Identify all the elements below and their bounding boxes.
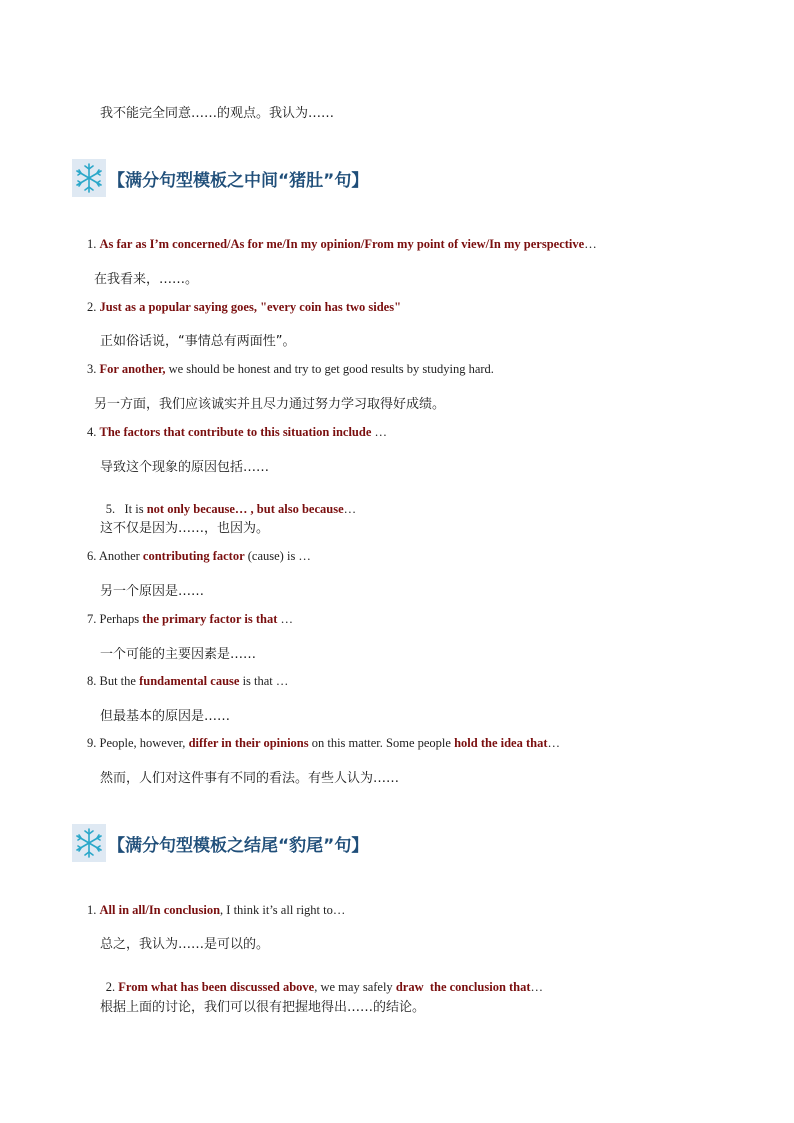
list-item-cn: 根据上面的讨论，我们可以很有把握地得出……的结论。	[100, 1000, 426, 1015]
list-item-cn: 总之，我认为……是可以的。	[100, 937, 270, 952]
item-text: …	[530, 980, 544, 994]
item-number: 1.	[87, 237, 97, 251]
list-item-cn: 另一方面，我们应该诚实并且尽力通过努力学习取得好成绩。	[94, 397, 446, 412]
list-item-cn: 导致这个现象的原因包括……	[100, 460, 270, 475]
list-item-en	[87, 300, 401, 315]
list-item-cn: 这不仅是因为……，也因为。	[100, 521, 270, 536]
list-item-cn: 一个可能的主要因素是……	[100, 647, 257, 662]
item-number: 8.	[87, 674, 97, 688]
list-item-en	[87, 549, 311, 564]
item-term: differ in their opinions	[188, 736, 309, 750]
item-text: It is	[115, 502, 147, 516]
item-number: 2.	[87, 300, 97, 314]
item-number: 5.	[105, 502, 116, 516]
list-item-en	[87, 425, 387, 440]
item-term: From what has been discussed above	[118, 980, 315, 994]
item-term: draw the conclusion that	[395, 980, 531, 994]
list-item-en	[87, 736, 560, 751]
section2-heading	[72, 822, 368, 864]
item-term: not only because… , but also because	[146, 502, 344, 516]
item-text: …	[277, 612, 293, 626]
section1-heading	[72, 157, 368, 199]
item-term: contributing factor	[142, 549, 245, 563]
item-number: 3.	[87, 362, 97, 376]
item-text: , we may safely	[314, 980, 396, 994]
list-item-en	[87, 237, 597, 252]
item-text: Perhaps	[99, 612, 143, 626]
item-number: 9.	[87, 736, 97, 750]
list-item-cn: 另一个原因是……	[100, 584, 205, 599]
item-text: But the	[99, 674, 140, 688]
snowflake-icon	[72, 824, 106, 862]
item-text: Another	[98, 549, 143, 563]
item-text: , I think it’s all right to…	[220, 903, 346, 917]
item-term: fundamental cause	[139, 674, 240, 688]
snowflake-icon	[72, 159, 106, 197]
item-text: on this matter. Some people	[308, 736, 455, 750]
item-term: the primary factor is that	[142, 612, 278, 626]
item-term: For another,	[99, 362, 166, 376]
item-number: 6.	[87, 549, 97, 563]
list-item-cn: 但最基本的原因是……	[100, 709, 231, 724]
intro-line: 我不能完全同意……的观点。我认为……	[100, 106, 335, 121]
item-text: …	[584, 237, 597, 251]
list-item-cn: 在我看来，……。	[94, 272, 199, 287]
item-number: 2.	[105, 980, 116, 994]
item-text: …	[547, 736, 560, 750]
item-term: All in all/In conclusion	[99, 903, 221, 917]
list-item-cn: 然而，人们对这件事有不同的看法。有些人认为……	[100, 771, 400, 786]
item-text: …	[343, 502, 357, 516]
item-text: …	[371, 425, 387, 439]
item-number: 7.	[87, 612, 97, 626]
item-text: (cause) is …	[244, 549, 311, 563]
item-number: 4.	[87, 425, 97, 439]
item-term: As far as I’m concerned/As for me/In my opinion/From my point of view/In my perspective	[99, 237, 585, 251]
list-item-en	[87, 674, 288, 689]
section2-title: 【满分句型模板之结尾“豹尾”句】	[108, 835, 369, 856]
item-text: People, however,	[99, 736, 189, 750]
item-text: we should be honest and try to get good results by studying hard.	[165, 362, 494, 376]
list-item-en	[87, 362, 494, 377]
item-number: 1.	[87, 903, 97, 917]
item-term: Just as a popular saying goes, "every coin has two sides"	[99, 300, 402, 314]
list-item-en	[87, 612, 293, 627]
item-term: The factors that contribute to this situation include	[99, 425, 372, 439]
item-text: is that …	[239, 674, 289, 688]
list-item-cn: 正如俗话说，“事情总有两面性”。	[100, 334, 296, 349]
list-item-en	[87, 903, 345, 918]
item-term: hold the idea that	[454, 736, 548, 750]
section1-title: 【满分句型模板之中间“猪肚”句】	[108, 170, 369, 191]
